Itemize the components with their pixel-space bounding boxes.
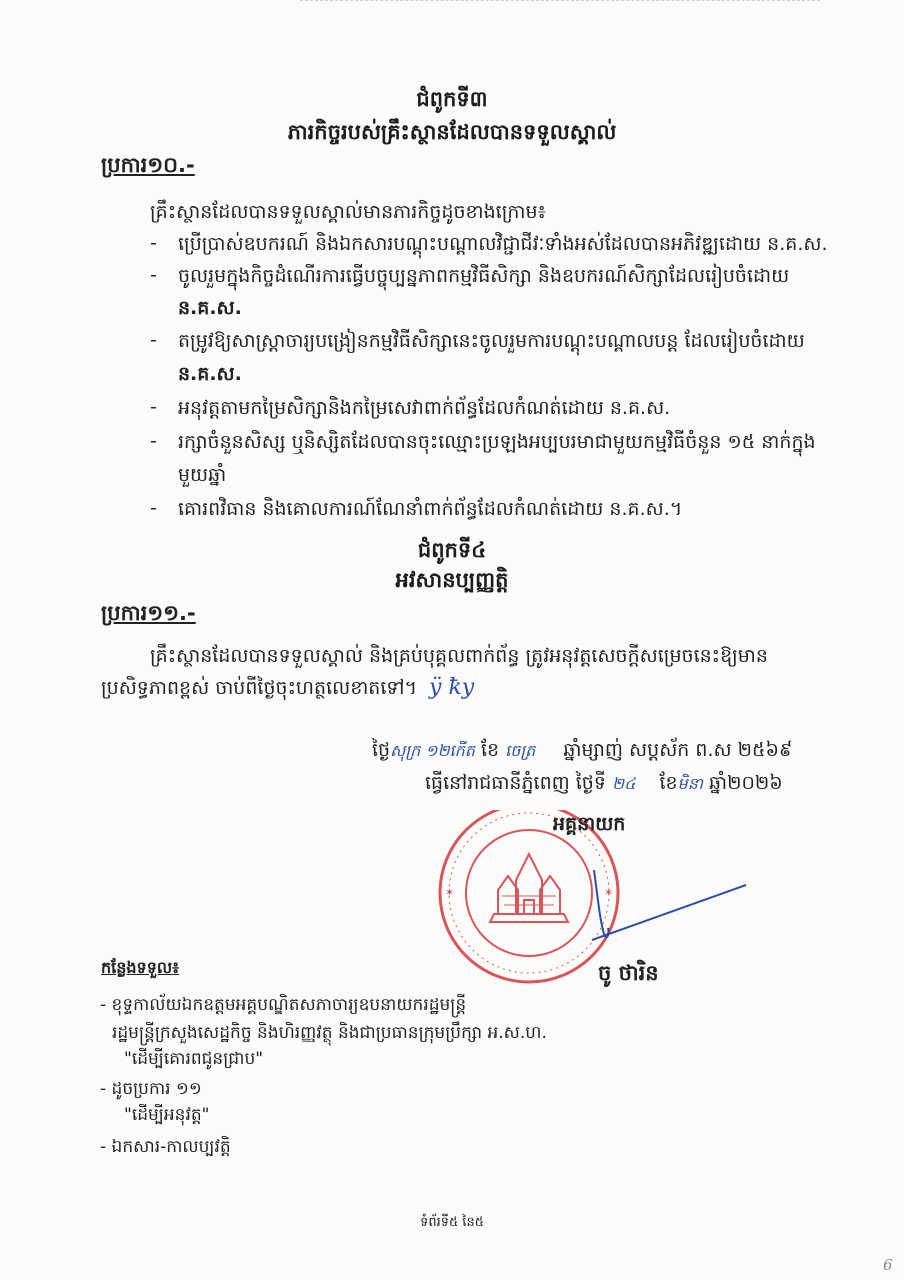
article-10-item-2-cont: ន.គ.ស.	[178, 297, 242, 319]
page-number: ទំព័រទី៥ នៃ៥	[420, 1215, 484, 1230]
lunar-month-handwritten: ចេត្រ	[505, 741, 536, 760]
place-prefix: ធ្វើនៅរាជធានីភ្នំពេញ ថ្ងៃទី	[425, 772, 606, 794]
signatory-name: ចូ ថារិន	[598, 961, 659, 985]
article-10-item-5-cont: មួយឆ្នាំ	[178, 464, 227, 486]
solar-date-line	[425, 771, 783, 796]
recipients-heading: កន្លែងទទួល៖	[101, 958, 180, 977]
bullet-dash: -	[150, 430, 157, 452]
signature-loop	[594, 870, 609, 937]
bullet-dash: -	[150, 264, 157, 286]
article-10-item-4: អនុវត្តតាមកម្រៃសិក្សានិងកម្រៃសេវាពាក់ព័ន្ធដែលកំណត់ដោយ ន.គ.ស.	[178, 397, 671, 419]
recipient-item: រដ្ឋមន្ត្រីក្រសួងសេដ្ឋកិច្ច និងហិរញ្ញវត្ថុ និងជាប្រធានក្រុមប្រឹក្សា អ.ស.ហ.	[112, 1023, 547, 1043]
article-10-item-3-cont: ន.គ.ស.	[178, 363, 242, 385]
article-10-item-2: ចូលរួមក្នុងកិច្ចដំណើរការធ្វើបច្ចុប្បន្នភាពកម្មវិធីសិក្សា និងឧបករណ៍សិក្សាដែលរៀបចំដោយ	[178, 265, 790, 287]
article-10-item-1: ប្រើប្រាស់ឧបករណ៍ និងឯកសារបណ្តុះបណ្តាលវិជ្ជាជីវៈទាំងអស់ដែលបានអភិវឌ្ឍដោយ ន.គ.ស.	[178, 233, 828, 255]
corner-mark: 6	[883, 1256, 893, 1274]
year: ឆ្នាំ២០២៦	[708, 772, 783, 794]
recipient-item: - ដូចប្រការ ១១	[100, 1079, 202, 1099]
svg-text:✶: ✶	[445, 886, 455, 899]
lunar-date-prefix: ថ្ងៃ	[372, 739, 391, 761]
article-10-item-3: តម្រូវឱ្យសាស្ត្រាចារ្យបង្រៀនកម្មវិធីសិក្សានេះចូលរួមការបណ្តុះបណ្តាលបន្ត ដែលរៀបចំដោយ	[178, 330, 805, 352]
day-handwritten: ២៤	[611, 774, 636, 793]
recipient-item: - ឯកសារ-កាលប្បវត្តិ	[100, 1137, 231, 1157]
article-10-intro: គ្រឹះស្ថានដែលបានទទួលស្គាល់មានភារកិច្ចដូចខាងក្រោម៖	[150, 201, 546, 223]
article-11-line-2-text: ប្រសិទ្ធភាពខ្ពស់ ចាប់ពីថ្ងៃចុះហត្ថលេខាតទៅ។	[101, 677, 417, 699]
chapter-3-heading: ជំពូកទី៣	[416, 87, 488, 111]
lunar-month-prefix: ខែ	[481, 739, 500, 761]
bullet-dash: -	[150, 497, 157, 519]
bullet-dash: -	[150, 232, 157, 254]
month-handwritten: មិនា	[677, 774, 703, 793]
chapter-4-heading: ជំពូកទី៤	[417, 538, 487, 562]
bullet-dash: -	[150, 329, 157, 351]
article-10-label: ប្រការ១០.-	[101, 153, 195, 177]
bullet-dash: -	[150, 396, 157, 418]
recipient-note: "ដើម្បីអនុវត្ត"	[124, 1105, 210, 1125]
chapter-3-title: ភារកិច្ចរបស់គ្រឹះស្ថានដែលបានទទួលស្គាល់	[287, 120, 617, 144]
lunar-date-line	[372, 738, 792, 763]
svg-text:✶: ✶	[604, 886, 614, 899]
article-11-line-1: គ្រឹះស្ថានដែលបានទទួលស្គាល់ និងគ្រប់បុគ្គលពាក់ព័ន្ធ ត្រូវអនុវត្តសេចក្តីសម្រេចនេះឱ្យមាន	[150, 645, 768, 667]
article-11-label: ប្រការ១១.-	[101, 601, 196, 625]
month-prefix: ខែ	[659, 772, 678, 794]
article-10-item-5: រក្សាចំនួនសិស្ស ឬនិស្សិតដែលបានចុះឈ្មោះប្រឡងអប្បបរមាជាមួយកម្មវិធីចំនួន ១៥ នាក់ក្នុង	[178, 431, 816, 453]
chapter-4-title: អវសានប្បញ្ញត្តិ	[395, 568, 509, 592]
article-10-item-6: គោរពវិធាន និងគោលការណ៍ណែនាំពាក់ព័ន្ធដែលកំណត់ដោយ ន.គ.ស.។	[178, 498, 683, 520]
recipient-item: - ខុទ្ទកាល័យឯកឧត្តមអគ្គបណ្ឌិតសភាចារ្យឧបនាយករដ្ឋមន្ត្រី	[100, 995, 467, 1015]
top-dashed-line	[300, 0, 820, 3]
signatory-role: អគ្គនាយក	[553, 813, 626, 835]
lunar-year: ឆ្នាំម្សាញ់ សប្តស័ក ព.ស ២៥៦៩	[563, 739, 793, 761]
recipient-note: "ដើម្បីគោរពជូនជ្រាប"	[124, 1049, 264, 1069]
lunar-date-handwritten: សុក្រ ១២កើត	[390, 741, 475, 760]
article-11-line-2	[101, 676, 474, 700]
handwritten-initials: ÿ ꝁy	[429, 675, 475, 700]
